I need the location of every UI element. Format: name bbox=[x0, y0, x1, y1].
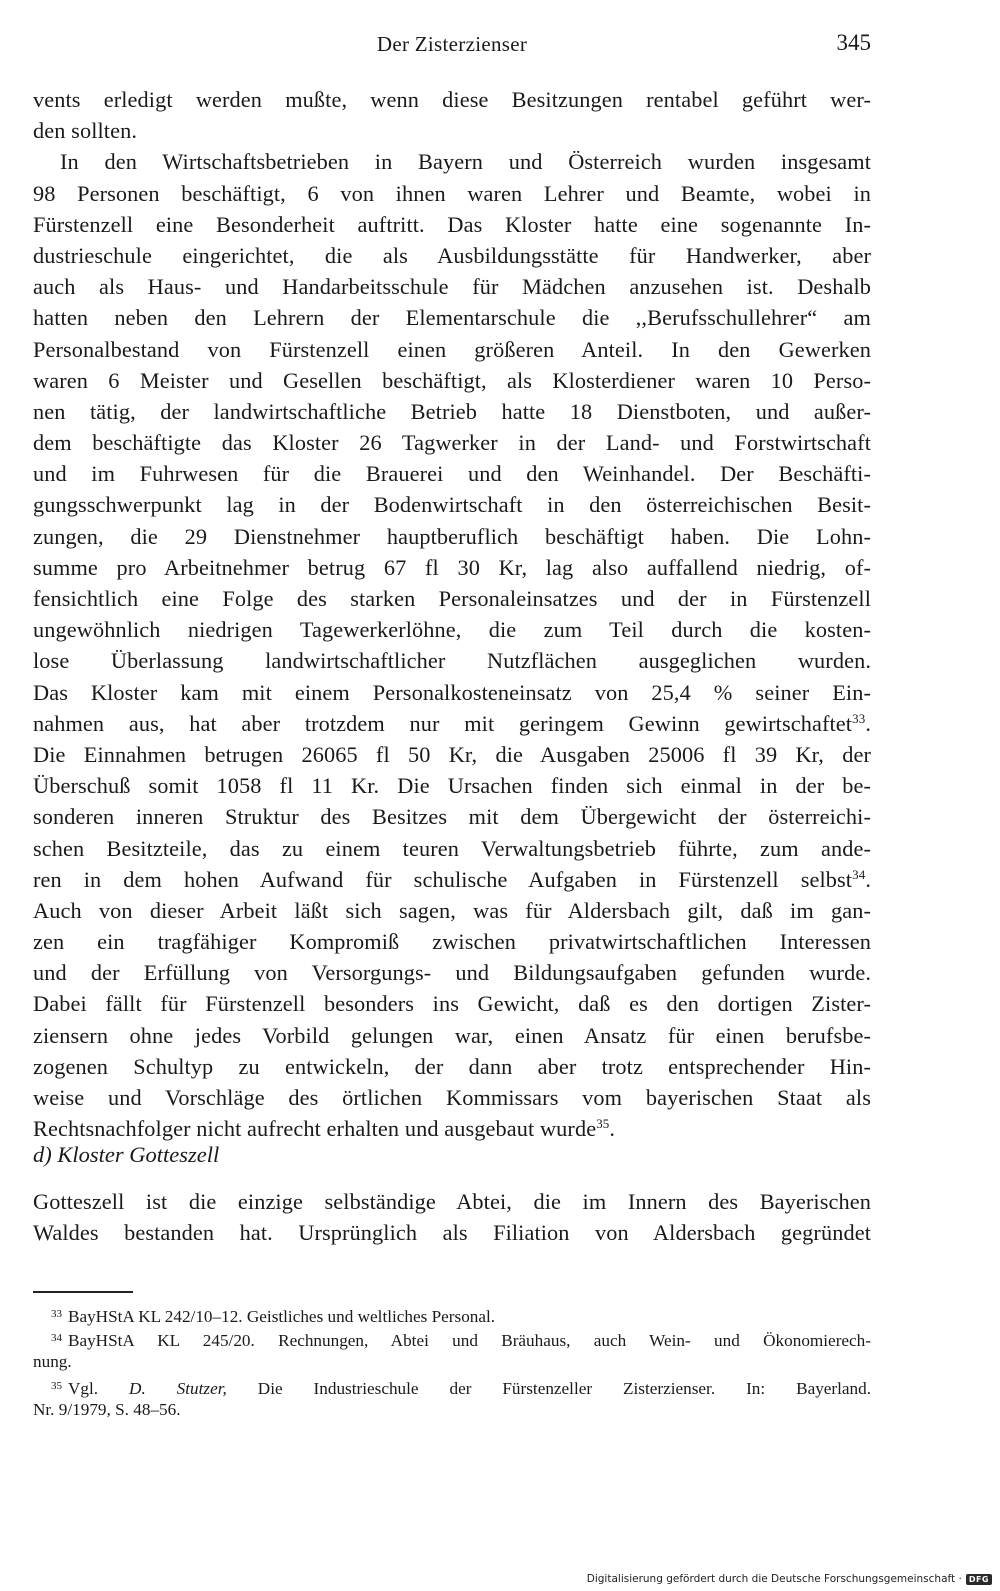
running-head bbox=[33, 30, 871, 60]
footnote-34-cont: nung. bbox=[33, 1352, 72, 1371]
text-line: schen Besitzteile, das zu einem teuren Verwaltungsbetrieb führte, zum ande- bbox=[33, 835, 871, 861]
text-line: zogenen Schultyp zu entwickeln, der dann aber trotz entsprechender Hin- bbox=[33, 1053, 871, 1079]
text-line: dustrieschule eingerichtet, die als Ausbildungsstätte für Handwerker, aber bbox=[33, 242, 871, 268]
text-line: In den Wirtschaftsbetrieben in Bayern und Österreich wurden insgesamt bbox=[60, 149, 871, 175]
text-line: Fürstenzell eine Besonderheit auftritt. Das Kloster hatte eine sogenannte In- bbox=[33, 211, 871, 237]
text-line-with-note bbox=[33, 708, 871, 739]
text-line: Dabei fällt für Fürstenzell besonders ins Gewicht, daß es den dortigen Zister- bbox=[33, 991, 871, 1017]
line-end-punct: . bbox=[865, 866, 871, 892]
text-line: vents erledigt werden mußte, wenn diese Besitzungen rentabel geführt wer- bbox=[33, 87, 871, 112]
text-line: summe pro Arbeitnehmer betrug 67 fl 30 Kr, lag also auffallend niedrig, of- bbox=[33, 554, 871, 580]
footnote-text: BayHStA KL 245/20. Rechnungen, Abtei und Bräuhaus, auch Wein- und Ökonomierech- bbox=[68, 1331, 871, 1350]
text-line: lose Überlassung landwirtschaftlicher Nutzflächen ausgeglichen wurden. bbox=[33, 648, 871, 674]
footnote-text: BayHStA KL 242/10–12. Geistliches und weltliches Personal. bbox=[68, 1307, 496, 1326]
line-text: Rechtsnachfolger nicht aufrecht erhalten und ausgebaut wurde bbox=[33, 1116, 597, 1142]
footnote-ref-35: 35 bbox=[596, 1116, 610, 1132]
footnote-ref-33: 33 bbox=[852, 710, 866, 726]
body-text bbox=[33, 84, 871, 1144]
text-line: ungewöhnlich niedrigen Tagewerkerlöhne, die zum Teil durch die kosten- bbox=[33, 617, 871, 643]
text-line: hatten neben den Lehrern der Elementarschule die ,,Berufsschullehrer“ am bbox=[33, 305, 871, 331]
footnote-text: Die Industrieschule der Fürstenzeller Zisterzienser. In: Bayerland. bbox=[257, 1379, 872, 1398]
line-end-punct: . bbox=[865, 710, 871, 736]
text-line: dem beschäftigte das Kloster 26 Tagwerker in der Land- und Forstwirtschaft bbox=[33, 430, 871, 456]
dfg-logo-icon: DFG bbox=[966, 1574, 992, 1585]
credit-text: Digitalisierung gefördert durch die Deutsche Forschungsgemeinschaft · bbox=[586, 1573, 962, 1585]
footnote-33 bbox=[33, 1302, 871, 1326]
text-line-with-note bbox=[33, 1113, 871, 1144]
footnote-mark: 34 bbox=[51, 1332, 62, 1344]
running-title: Der Zisterzienser bbox=[376, 32, 528, 56]
text-line: ziensern ohne jedes Vorbild gelungen war, einen Ansatz für einen berufsbe- bbox=[33, 1022, 871, 1048]
text-line: Gotteszell ist die einzige selbständige Abtei, die im Innern des Bayerischen bbox=[33, 1189, 871, 1214]
text-line: fensichtlich eine Folge des starken Personaleinsatzes und der in Fürstenzell bbox=[33, 586, 871, 611]
footnote-prefix: Vgl. bbox=[68, 1379, 99, 1398]
text-line: Überschuß somit 1058 fl 11 Kr. Die Ursachen finden sich einmal in der be- bbox=[33, 773, 871, 799]
section-text bbox=[33, 1186, 871, 1248]
text-line: 98 Personen beschäftigt, 6 von ihnen waren Lehrer und Beamte, wobei in bbox=[33, 180, 871, 206]
text-line: gungsschwerpunkt lag in der Bodenwirtschaft in den österreichischen Besit- bbox=[33, 492, 871, 518]
text-line-with-note bbox=[33, 864, 871, 895]
footnote-ref-34: 34 bbox=[852, 866, 866, 882]
text-line: Das Kloster kam mit einem Personalkosteneinsatz von 25,4 % seiner Ein- bbox=[33, 679, 871, 705]
text-line: zungen, die 29 Dienstnehmer hauptberuflich beschäftigt haben. Die Lohn- bbox=[33, 523, 871, 549]
text-line: weise und Vorschläge des örtlichen Kommissars vom bayerischen Staat als bbox=[33, 1085, 871, 1110]
text-line: den sollten. bbox=[33, 118, 137, 144]
text-line: nen tätig, der landwirtschaftliche Betrieb hatte 18 Dienstboten, und außer- bbox=[33, 398, 871, 424]
line-end-punct: . bbox=[609, 1116, 616, 1142]
text-line: und im Fuhrwesen für die Brauerei und den Weinhandel. Der Beschäfti- bbox=[33, 461, 871, 487]
section-heading: d) Kloster Gotteszell bbox=[33, 1142, 220, 1167]
footnote-34 bbox=[33, 1326, 871, 1350]
footnote-mark: 35 bbox=[51, 1380, 62, 1392]
footnotes bbox=[33, 1302, 871, 1422]
line-text: ren in dem hohen Aufwand für schulische Aufgaben in Fürstenzell selbst bbox=[33, 866, 853, 892]
footnote-author: D. Stutzer, bbox=[129, 1379, 227, 1398]
text-line: Waldes bestanden hat. Ursprünglich als Filiation von Aldersbach gegründet bbox=[33, 1220, 871, 1246]
footnote-35-cont: Nr. 9/1979, S. 48–56. bbox=[33, 1400, 181, 1419]
text-line: Die Einnahmen betrugen 26065 fl 50 Kr, die Ausgaben 25006 fl 39 Kr, der bbox=[33, 741, 871, 767]
digitization-credit bbox=[587, 1573, 992, 1585]
text-line: waren 6 Meister und Gesellen beschäftigt, als Klosterdiener waren 10 Perso- bbox=[33, 367, 871, 393]
text-line: auch als Haus- und Handarbeitsschule für Mädchen anzusehen ist. Deshalb bbox=[33, 274, 871, 300]
text-line: und der Erfüllung von Versorgungs- und Bildungsaufgaben gefunden wurde. bbox=[33, 960, 871, 986]
line-text: nahmen aus, hat aber trotzdem nur mit geringem Gewinn gewirtschaftet bbox=[33, 710, 853, 736]
text-line: Auch von dieser Arbeit läßt sich sagen, was für Aldersbach gilt, daß im gan- bbox=[33, 897, 871, 923]
footnote-35 bbox=[33, 1374, 871, 1398]
footnote-mark: 33 bbox=[51, 1308, 62, 1320]
page-number: 345 bbox=[836, 30, 871, 55]
footnote-rule bbox=[33, 1291, 133, 1293]
text-line: Personalbestand von Fürstenzell einen größeren Anteil. In den Gewerken bbox=[33, 336, 871, 362]
text-line: sonderen inneren Struktur des Besitzes mit dem Übergewicht der österreichi- bbox=[33, 804, 871, 830]
text-line: zen ein tragfähiger Kompromiß zwischen privatwirtschaftlichen Interessen bbox=[33, 929, 871, 955]
